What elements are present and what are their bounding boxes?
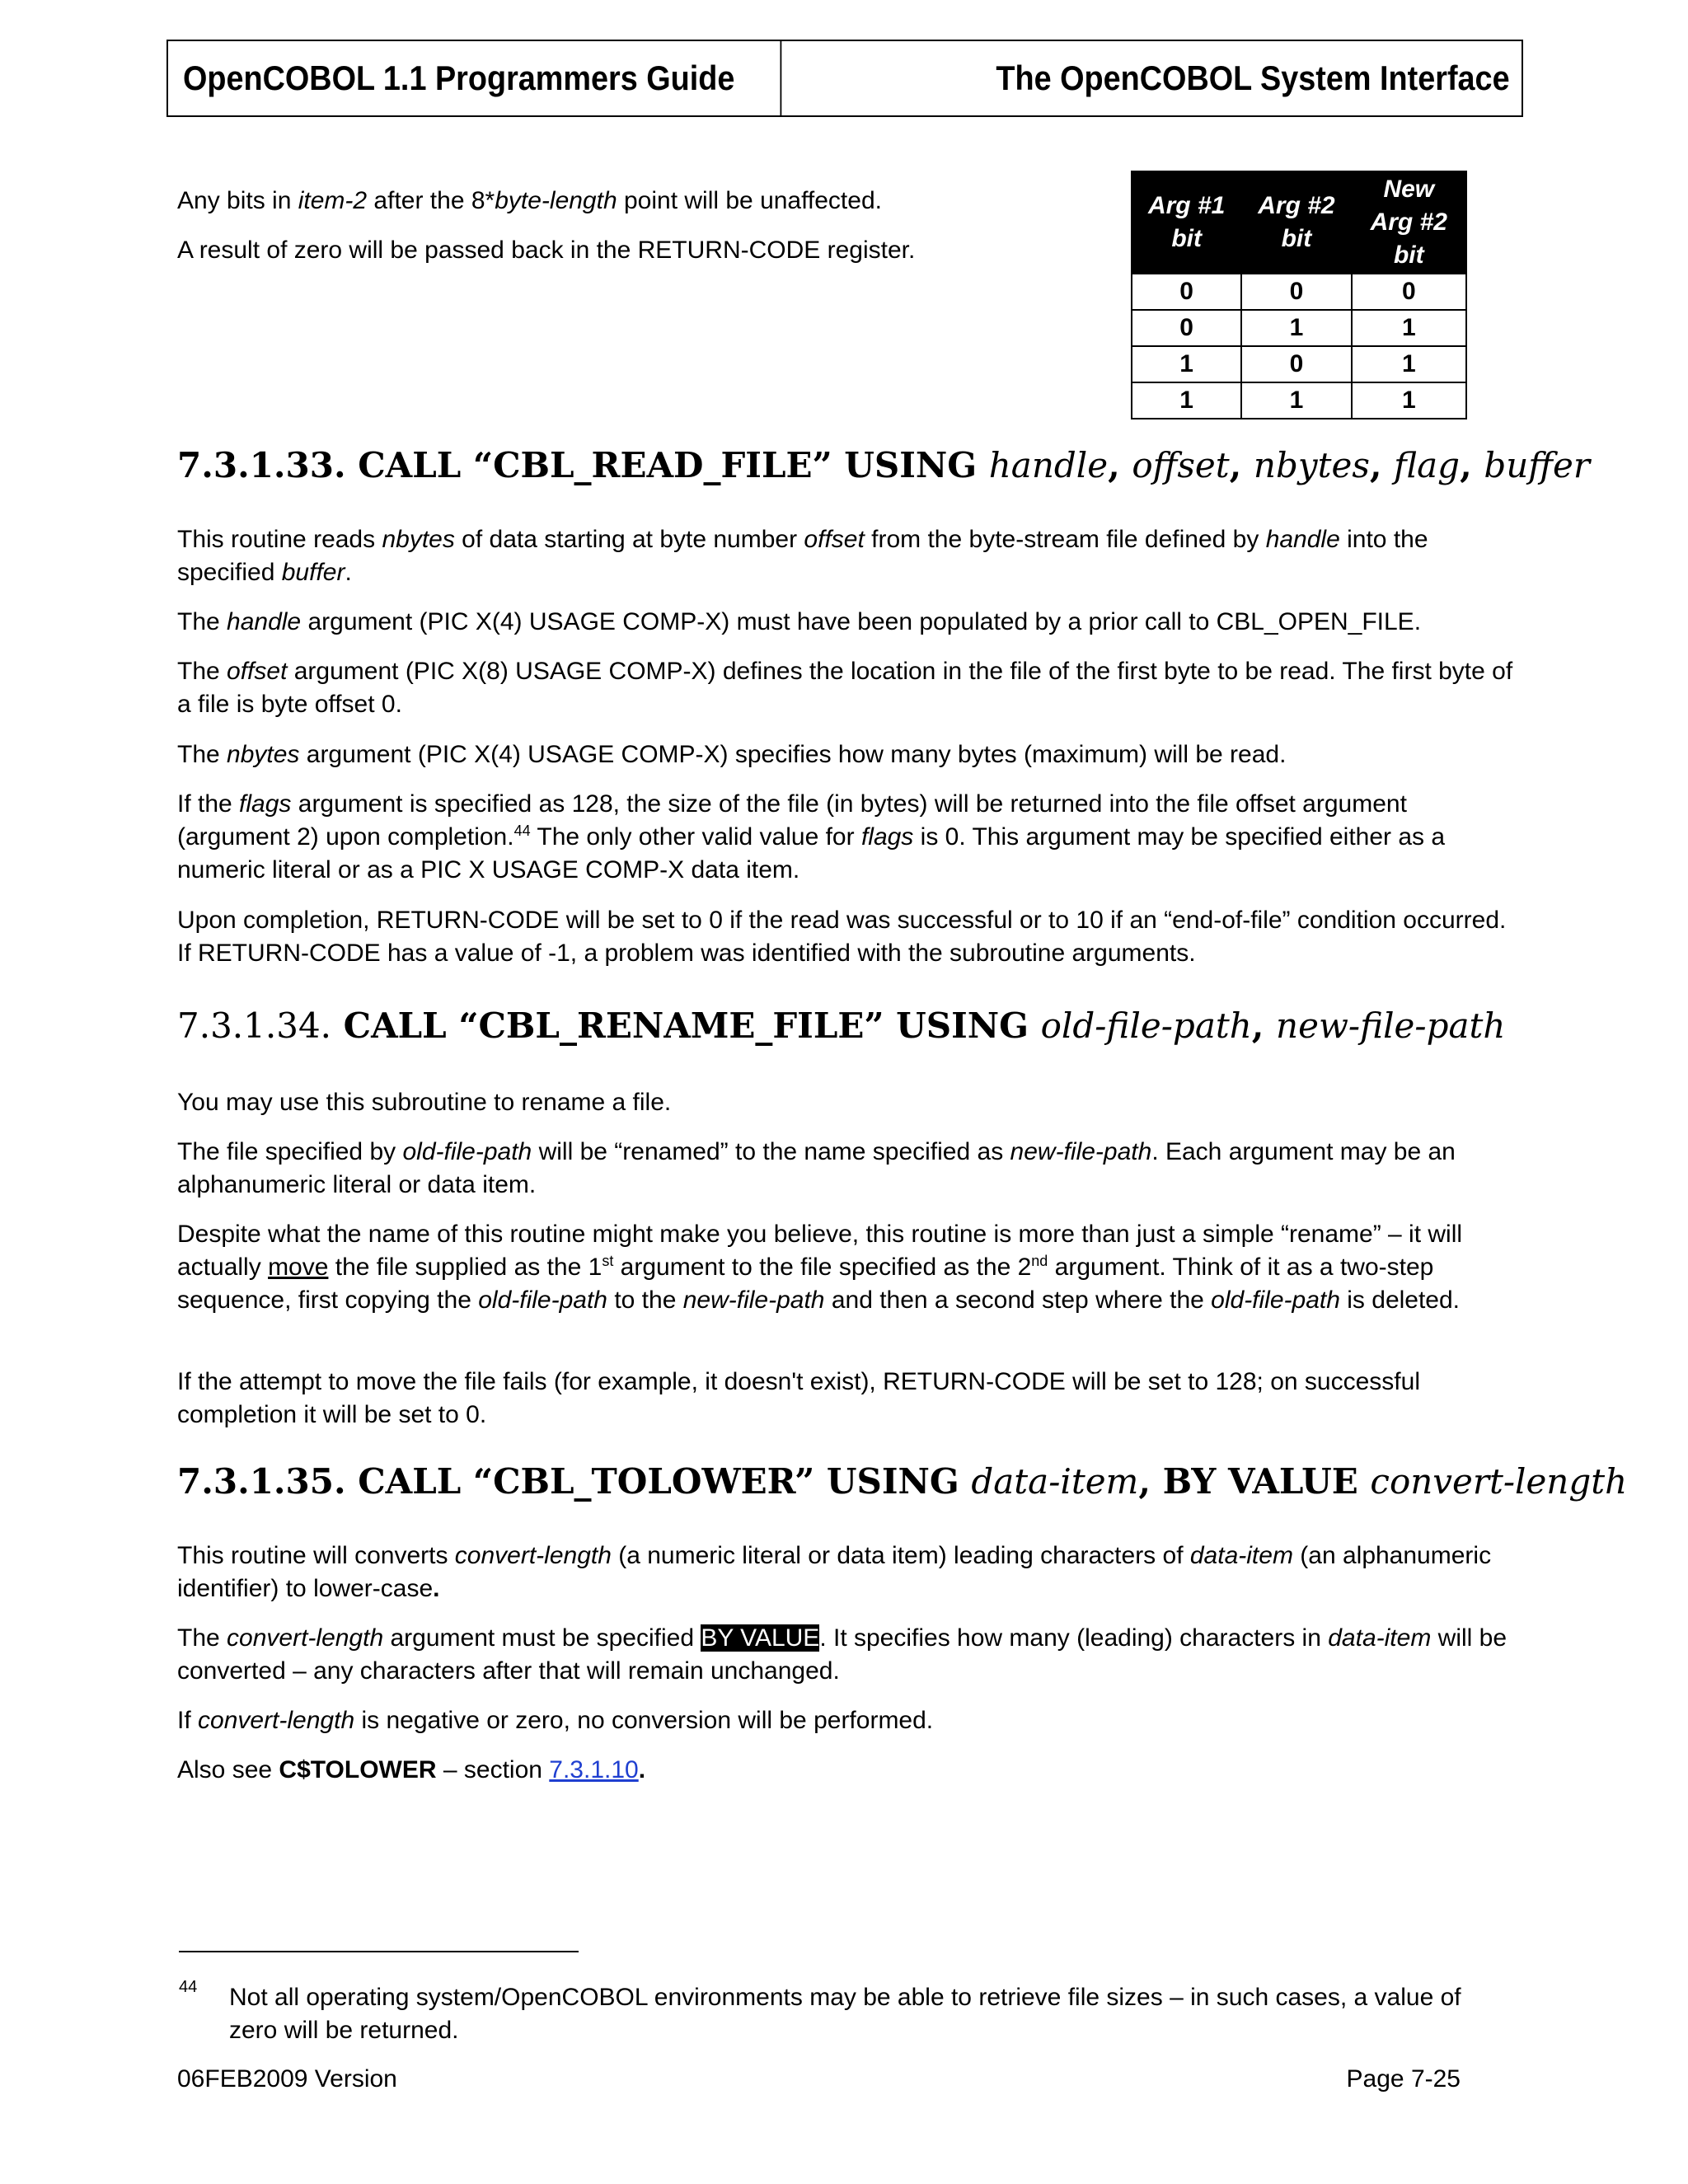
page-header: [166, 40, 1523, 117]
table-cell: 1: [1241, 382, 1351, 419]
s34-paragraph-1: You may use this subroutine to rename a file.: [177, 1089, 672, 1116]
table-cell: 0: [1241, 274, 1351, 310]
section-heading-34: 7.3.1.34. CALL “CBL_RENAME_FILE” USING old-file-path, new-file-path: [177, 1005, 1506, 1046]
table-cell: 1: [1352, 346, 1466, 382]
truth-table-header: New Arg #2 bit: [1352, 171, 1466, 274]
s35-paragraph-4: Also see C$TOLOWER – section 7.3.1.10.: [177, 1756, 646, 1783]
table-row: [1132, 310, 1466, 346]
header-right-title: The OpenCOBOL System Interface: [996, 59, 1510, 97]
table-cell: 1: [1352, 310, 1466, 346]
section-heading-33: 7.3.1.33. CALL “CBL_READ_FILE” USING handle, offset, nbytes, flag, buffer: [177, 445, 1590, 485]
table-cell: 0: [1241, 346, 1351, 382]
table-cell: 0: [1132, 310, 1241, 346]
truth-table-header-row: [1132, 171, 1466, 274]
table-cell: 1: [1132, 382, 1241, 419]
s33-paragraph-6: Upon completion, RETURN-CODE will be set to 0 if the read was successful or to 10 if an “end-of-file” condition occurred. If RETURN-CODE has a value of -1, a problem was identified with the subroutine arguments.: [177, 907, 1507, 967]
s35-paragraph-3: If convert-length is negative or zero, no conversion will be performed.: [177, 1707, 934, 1734]
s33-paragraph-3: The offset argument (PIC X(8) USAGE COMP-X) defines the location in the file of the first byte to be read. The first byte of a file is byte offset 0.: [177, 658, 1513, 718]
highlighted-text: BY VALUE: [701, 1624, 820, 1652]
table-row: [1132, 346, 1466, 382]
footnote-mark: 44: [179, 1978, 198, 1996]
footnote-reference: 44: [513, 823, 531, 839]
truth-table-header: Arg #2 bit: [1241, 171, 1351, 274]
footnote-text: Not all operating system/OpenCOBOL environments may be able to retrieve file sizes – in such cases, a value of zero will be returned.: [229, 1984, 1461, 2044]
s34-paragraph-3: Despite what the name of this routine might make you believe, this routine is more than just a simple “rename” – it will actually move the file supplied as the 1st argument to the file specified as the 2nd argument. Think of it as a two-step sequence, first copying the old-file-path to the new-file-path and then a second step where the old-file-path is deleted.: [177, 1221, 1463, 1314]
intro-paragraph-2: A result of zero will be passed back in the RETURN-CODE register.: [177, 237, 916, 264]
s33-paragraph-5: If the flags argument is specified as 128, the size of the file (in bytes) will be returned into the file offset argument (argument 2) upon completion.$^{44}$ The only other valid value for flags is 0. This argument may be specified either as a numeric literal or as a PIC X USAGE COMP-X data item.: [177, 790, 1446, 883]
s34-paragraph-2: The file specified by old-file-path will be “renamed” to the name specified as new-file-path. Each argument may be an alphanumeric literal or data item.: [177, 1138, 1456, 1198]
s34-paragraph-4: If the attempt to move the file fails (for example, it doesn't exist), RETURN-CODE will be set to 128; on successful completion it will be set to 0.: [177, 1368, 1420, 1428]
table-row: [1132, 274, 1466, 310]
truth-table-header: Arg #1 bit: [1132, 171, 1241, 274]
footer-version: 06FEB2009 Version: [177, 2065, 397, 2093]
table-cell: 1: [1352, 382, 1466, 419]
s33-paragraph-2: The handle argument (PIC X(4) USAGE COMP-X) must have been populated by a prior call to CBL_OPEN_FILE.: [177, 608, 1422, 635]
table-cell: 1: [1241, 310, 1351, 346]
table-row: [1132, 382, 1466, 419]
s33-paragraph-1: This routine reads nbytes of data starting at byte number offset from the byte-stream file defined by handle into the specified buffer.: [177, 526, 1428, 586]
table-cell: 1: [1132, 346, 1241, 382]
table-cell: 0: [1132, 274, 1241, 310]
section-link[interactable]: 7.3.1.10: [549, 1756, 639, 1783]
s33-paragraph-4: The nbytes argument (PIC X(4) USAGE COMP-X) specifies how many bytes (maximum) will be read.: [177, 741, 1287, 768]
s35-paragraph-1: This routine will converts convert-length (a numeric literal or data item) leading characters of data-item (an alphanumeric identifier) to lower-case.: [177, 1542, 1492, 1602]
intro-paragraph-1: Any bits in item-2 after the 8*byte-length point will be unaffected.: [177, 187, 882, 214]
s35-paragraph-2: The convert-length argument must be specified BY VALUE. It specifies how many (leading) characters in data-item will be converted – any characters after that will remain unchanged.: [177, 1624, 1507, 1685]
header-left-title: OpenCOBOL 1.1 Programmers Guide: [168, 41, 781, 115]
truth-table: [1131, 171, 1467, 419]
section-heading-35: 7.3.1.35. CALL “CBL_TOLOWER” USING data-item, BY VALUE convert-length: [177, 1461, 1628, 1502]
table-cell: 0: [1352, 274, 1466, 310]
footer-page-number: Page 7-25: [1346, 2065, 1461, 2093]
footnote-separator: [179, 1951, 579, 1952]
